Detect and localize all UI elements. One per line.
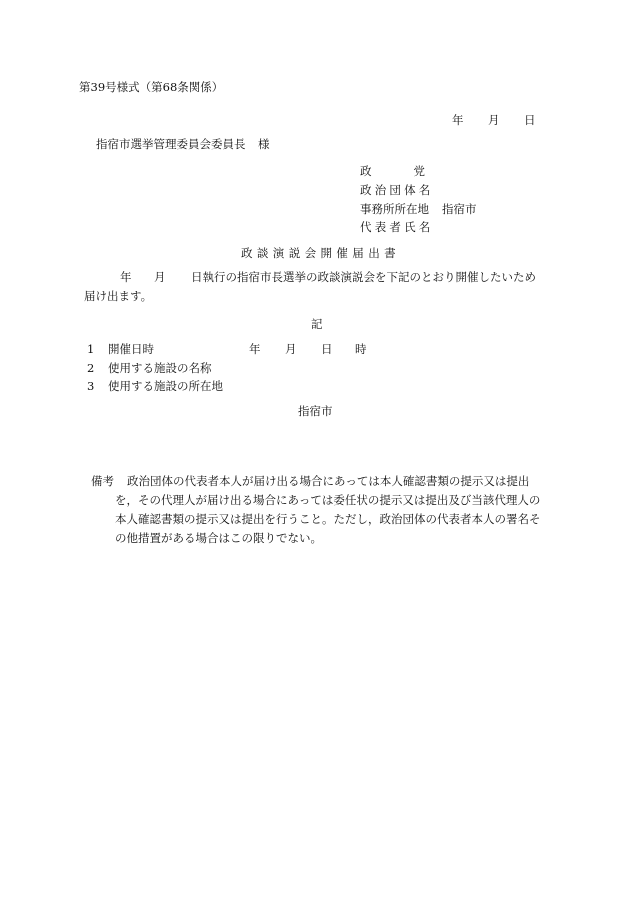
party-label — [360, 165, 425, 179]
party-label-char-1: 政 — [360, 164, 372, 178]
event-hour-label: 時 — [355, 342, 367, 356]
item-label: 使用する施設の所在地 — [108, 379, 223, 393]
body-line-1 — [84, 271, 554, 287]
date-year-label: 年 — [452, 113, 464, 127]
date-month-label: 月 — [488, 113, 500, 127]
item-number: 2 — [87, 361, 95, 375]
note-line-4: の他措置がある場合はこの限りでない。 — [115, 531, 322, 545]
event-month-label: 月 — [285, 342, 297, 356]
item-label: 使用する施設の名称 — [108, 361, 212, 375]
note-line-3: 本人確認書類の提示又は提出を行うこと。ただし，政治団体の代表者本人の署名そ — [115, 512, 541, 526]
body-text-1: 日執行の指宿市長選挙の政談演説会を下記のとおり開催したいため — [191, 270, 536, 284]
body-text-2: 届け出ます。 — [84, 289, 153, 303]
item-number: 1 — [87, 342, 95, 356]
note-label: 備考 — [91, 474, 114, 488]
event-datetime — [249, 343, 379, 359]
document-title: 政談演説会開催届出書 — [241, 246, 400, 260]
submission-date — [452, 114, 542, 130]
office-address-label: 事務所所在地 — [360, 202, 429, 216]
event-day-label: 日 — [321, 342, 333, 356]
addressee-name: 指宿市選挙管理委員会委員長 — [96, 137, 246, 151]
ki-heading: 記 — [311, 317, 323, 331]
org-name-label: 政治団体名 — [360, 183, 434, 197]
party-label-char-2: 党 — [413, 164, 425, 178]
form-number: 第39号様式（第68条関係） — [79, 80, 224, 94]
note-line-2: を，その代理人が届け出る場合にあっては委任状の提示又は提出及び当該代理人の — [115, 493, 541, 507]
city-name: 指宿市 — [298, 404, 333, 418]
representative-name-label: 代表者氏名 — [360, 220, 434, 234]
item-number: 3 — [87, 379, 95, 393]
addressee-honorific: 様 — [258, 137, 270, 151]
item-label: 開催日時 — [108, 342, 154, 356]
body-month-label: 月 — [154, 270, 166, 284]
date-day-label: 日 — [524, 113, 536, 127]
note-line-1: 政治団体の代表者本人が届け出る場合にあっては本人確認書類の提示又は提出 — [127, 474, 530, 488]
office-address-value: 指宿市 — [442, 202, 477, 216]
body-year-label: 年 — [120, 270, 132, 284]
event-year-label: 年 — [249, 342, 261, 356]
